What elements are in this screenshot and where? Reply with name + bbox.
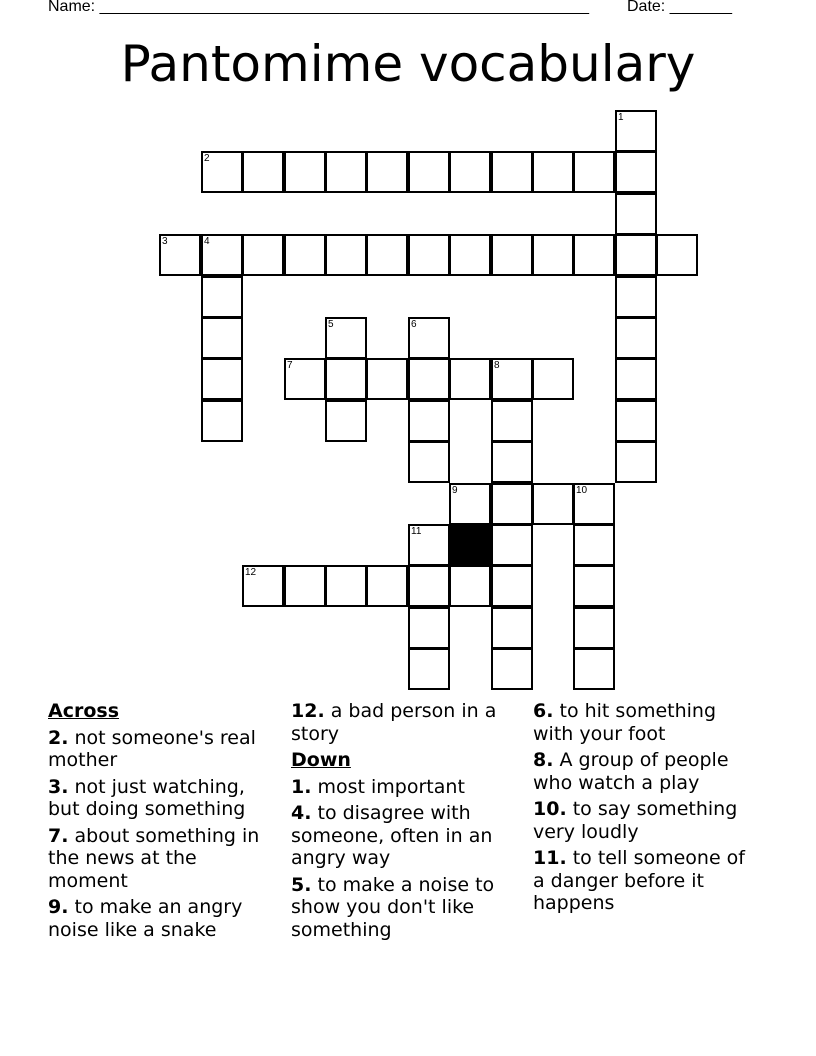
grid-cell[interactable] xyxy=(408,151,450,193)
grid-cell[interactable] xyxy=(532,151,574,193)
grid-cell[interactable] xyxy=(159,234,201,276)
clue-text: to hit something with your foot xyxy=(533,700,717,745)
grid-cell[interactable] xyxy=(201,358,243,400)
grid-cell[interactable] xyxy=(284,151,326,193)
across-clue xyxy=(48,896,273,941)
clue-number: 8. xyxy=(533,749,554,771)
grid-cell[interactable] xyxy=(284,358,326,400)
grid-cell[interactable] xyxy=(201,317,243,359)
grid-cell[interactable] xyxy=(325,565,367,607)
down-heading: Down xyxy=(291,749,351,771)
grid-cell[interactable] xyxy=(201,276,243,318)
down-clue xyxy=(533,700,758,745)
clue-text: a bad person in a story xyxy=(291,700,497,745)
grid-cell[interactable] xyxy=(408,234,450,276)
grid-cell-number: 9 xyxy=(452,485,458,496)
name-field-label: Name: _______________________________________________________ xyxy=(48,0,589,15)
grid-cell-number: 3 xyxy=(162,236,168,247)
clues-column-1 xyxy=(48,700,273,945)
grid-cell[interactable] xyxy=(573,151,615,193)
grid-cell[interactable] xyxy=(449,483,491,525)
grid-black-cell xyxy=(449,524,491,566)
grid-cell[interactable] xyxy=(366,565,408,607)
grid-cell[interactable] xyxy=(532,358,574,400)
clue-number: 2. xyxy=(48,726,69,749)
grid-cell-number: 5 xyxy=(328,319,334,330)
clue-text: to tell someone of a danger before it happens xyxy=(533,847,745,914)
grid-cell[interactable] xyxy=(491,565,533,607)
clue-text: to disagree with someone, often in an angry way xyxy=(291,802,493,869)
grid-cell[interactable] xyxy=(573,607,615,649)
grid-cell[interactable] xyxy=(449,151,491,193)
grid-cell-number: 11 xyxy=(411,526,422,537)
grid-cell[interactable] xyxy=(573,524,615,566)
grid-cell[interactable] xyxy=(201,400,243,442)
grid-cell[interactable] xyxy=(615,151,657,193)
grid-cell[interactable] xyxy=(408,441,450,483)
grid-cell-number: 6 xyxy=(411,319,417,330)
grid-cell[interactable] xyxy=(491,151,533,193)
grid-cell-number: 1 xyxy=(618,112,624,123)
grid-cell[interactable] xyxy=(532,483,574,525)
across-clue xyxy=(48,776,273,821)
grid-cell-number: 8 xyxy=(494,360,500,371)
clues-column-2 xyxy=(291,700,516,945)
clue-number: 1. xyxy=(291,775,312,798)
grid-cell[interactable] xyxy=(325,234,367,276)
clue-number: 4. xyxy=(291,802,312,824)
clue-number: 5. xyxy=(291,873,312,896)
grid-cell[interactable] xyxy=(325,400,367,442)
grid-cell[interactable] xyxy=(408,524,450,566)
clue-number: 12. xyxy=(291,700,325,722)
clue-number: 11. xyxy=(533,847,567,869)
grid-cell[interactable] xyxy=(408,358,450,400)
grid-cell[interactable] xyxy=(615,276,657,318)
grid-cell[interactable] xyxy=(242,151,284,193)
grid-cell-number: 12 xyxy=(245,567,257,578)
grid-cell[interactable] xyxy=(366,151,408,193)
down-clue xyxy=(533,798,758,843)
down-clue xyxy=(533,847,758,915)
clue-number: 9. xyxy=(48,896,69,918)
grid-cell[interactable] xyxy=(366,358,408,400)
grid-cell[interactable] xyxy=(325,151,367,193)
grid-cell[interactable] xyxy=(408,400,450,442)
grid-cell[interactable] xyxy=(615,317,657,359)
grid-cell[interactable] xyxy=(284,565,326,607)
grid-cell[interactable] xyxy=(449,234,491,276)
across-clue xyxy=(291,700,516,745)
grid-cell[interactable] xyxy=(449,358,491,400)
across-heading: Across xyxy=(48,700,120,722)
grid-cell[interactable] xyxy=(615,234,657,276)
down-clue xyxy=(533,749,758,794)
clue-text: not just watching, but doing something xyxy=(48,775,246,820)
clue-text: A group of people who watch a play xyxy=(533,749,729,794)
grid-cell-number: 10 xyxy=(576,485,588,496)
page-title: Pantomime vocabulary xyxy=(120,35,696,93)
grid-cell[interactable] xyxy=(615,110,657,152)
grid-cell[interactable] xyxy=(408,565,450,607)
grid-cell[interactable] xyxy=(615,193,657,235)
clue-text: about something in the news at the moment xyxy=(48,824,260,892)
grid-cell[interactable] xyxy=(532,234,574,276)
clue-text: to make a noise to show you don't like something xyxy=(291,873,495,941)
clue-number: 10. xyxy=(533,798,567,820)
date-field-label: Date: _______ xyxy=(627,0,732,15)
grid-cell[interactable] xyxy=(242,234,284,276)
grid-cell[interactable] xyxy=(491,483,533,525)
clue-text: not someone's real mother xyxy=(48,726,256,771)
grid-cell[interactable] xyxy=(201,234,243,276)
grid-cell[interactable] xyxy=(491,400,533,442)
grid-cell[interactable] xyxy=(491,234,533,276)
grid-cell[interactable] xyxy=(615,400,657,442)
grid-cell-number: 2 xyxy=(204,153,210,164)
clue-text: to make an angry noise like a snake xyxy=(48,896,243,941)
grid-cell[interactable] xyxy=(573,648,615,690)
grid-cell[interactable] xyxy=(449,565,491,607)
grid-cell-number: 7 xyxy=(287,360,293,371)
across-clue xyxy=(48,727,273,772)
grid-cell[interactable] xyxy=(573,565,615,607)
down-clue xyxy=(291,874,516,942)
grid-cell[interactable] xyxy=(284,234,326,276)
clue-number: 3. xyxy=(48,775,69,798)
down-clue xyxy=(291,776,516,799)
grid-cell[interactable] xyxy=(408,648,450,690)
grid-cell[interactable] xyxy=(491,358,533,400)
grid-cell[interactable] xyxy=(491,648,533,690)
grid-cell[interactable] xyxy=(615,441,657,483)
grid-cell[interactable] xyxy=(491,607,533,649)
grid-cell[interactable] xyxy=(325,358,367,400)
grid-cell[interactable] xyxy=(201,151,243,193)
grid-cell[interactable] xyxy=(573,234,615,276)
grid-cell[interactable] xyxy=(242,565,284,607)
clue-text: to say something very loudly xyxy=(533,798,738,843)
grid-cell-number: 4 xyxy=(204,236,210,247)
clues-column-3 xyxy=(533,700,758,919)
grid-cell[interactable] xyxy=(573,483,615,525)
clue-text: most important xyxy=(317,775,465,798)
grid-cell[interactable] xyxy=(408,607,450,649)
clue-number: 6. xyxy=(533,700,554,722)
clue-number: 7. xyxy=(48,824,69,847)
grid-cell[interactable] xyxy=(656,234,698,276)
down-clue xyxy=(291,802,516,870)
across-clue xyxy=(48,825,273,893)
grid-cell[interactable] xyxy=(366,234,408,276)
grid-cell[interactable] xyxy=(491,524,533,566)
grid-cell[interactable] xyxy=(325,317,367,359)
grid-cell[interactable] xyxy=(615,358,657,400)
grid-cell[interactable] xyxy=(491,441,533,483)
grid-cell[interactable] xyxy=(408,317,450,359)
